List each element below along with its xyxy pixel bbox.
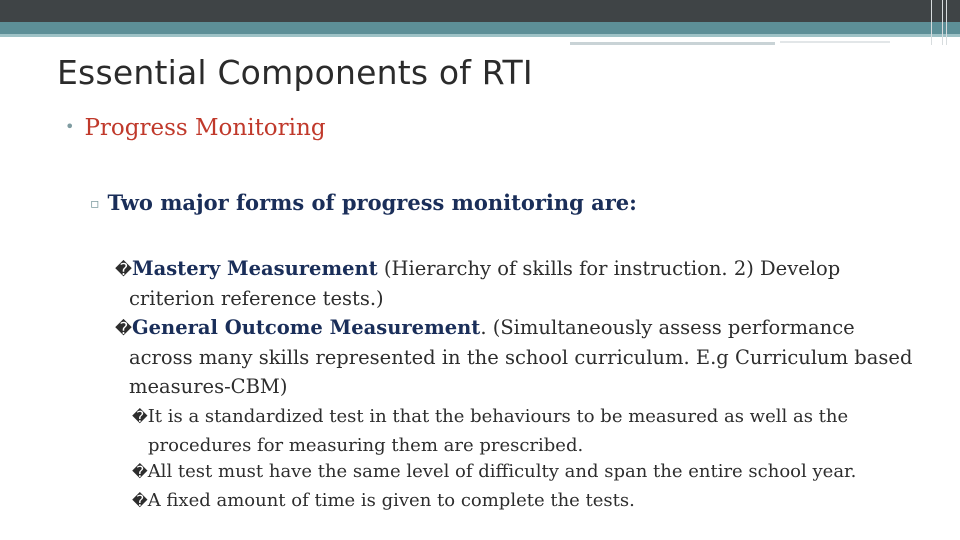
unknown-glyph-icon: � [132,492,148,510]
header-teal-bar [0,22,960,34]
header-dark-bar [0,0,960,22]
bullet-level1 [65,115,326,141]
header-accent-gray-2 [780,41,890,43]
item-description: (Hierarchy of skills for instruction. 2) Develop criterion reference tests.) [129,257,841,310]
header-vline-2 [942,0,943,45]
subitem-text: It is a standardized test in that the behaviours to be measured as well as the procedures for measuring them are prescribed. [147,406,849,456]
unknown-glyph-icon: � [115,260,132,279]
header-vline-1 [931,0,932,45]
level4-item-difficulty [132,458,922,487]
unknown-glyph-icon: � [132,408,148,426]
header-accent-line [565,37,895,39]
level4-item-fixed-time [132,487,922,516]
bullet-level2 [90,190,637,215]
bullet-dot-icon: • [65,117,75,136]
level1-text: Progress Monitoring [84,115,326,141]
item-term: General Outcome Measurement [131,316,481,339]
bullet-square-icon: ▫ [90,196,100,212]
level2-text: Two major forms of progress monitoring are: [107,190,637,215]
level3-item-mastery [115,254,915,313]
item-term: Mastery Measurement [131,257,378,280]
header-accent-gray [570,42,775,45]
unknown-glyph-icon: � [132,463,148,481]
unknown-glyph-icon: � [115,319,132,338]
slide-title: Essential Components of RTI [57,53,533,92]
header-vline-3 [946,0,947,45]
item-description: . (Simultaneously assess performance across many skills represented in the school curriculum. E.g Curriculum based measures-CBM) [129,316,913,398]
level3-item-general-outcome [115,313,915,401]
subitem-text: All test must have the same level of difficulty and span the entire school year. [147,461,857,482]
level4-item-standardized [132,403,922,459]
subitem-text: A fixed amount of time is given to complete the tests. [147,490,635,511]
